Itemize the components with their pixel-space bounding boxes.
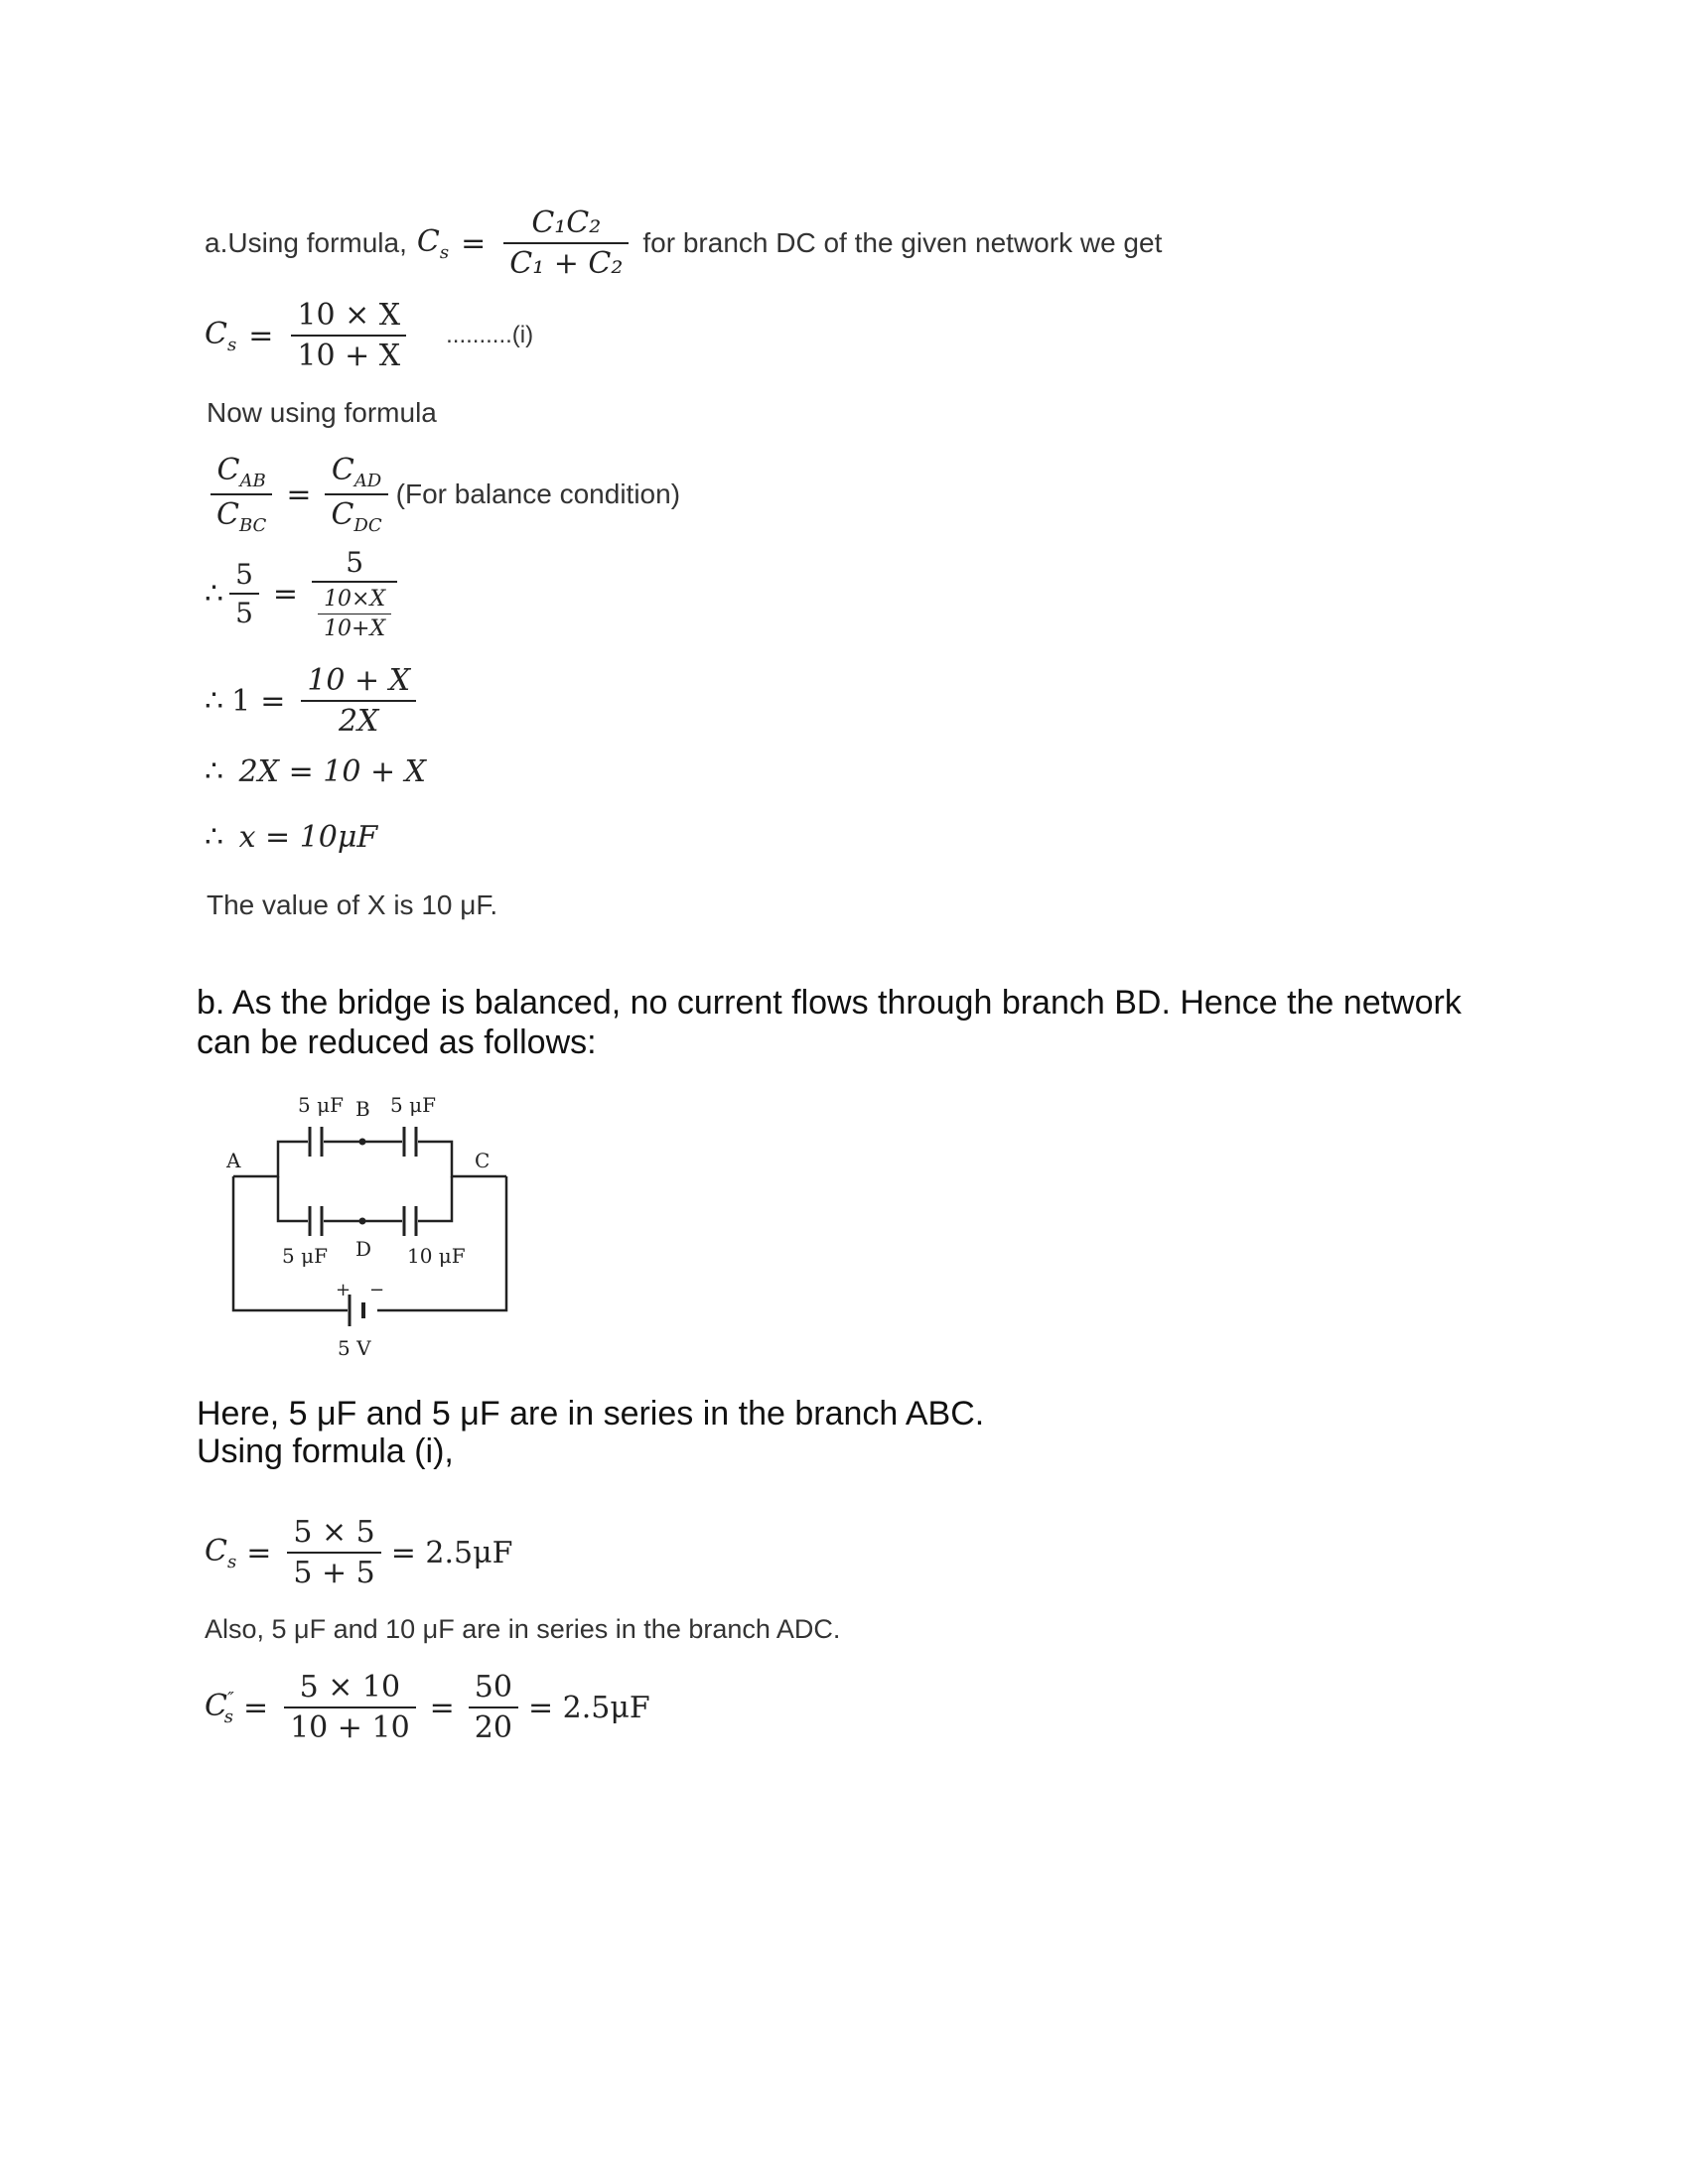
balance-right-num: $C_{AD}$	[325, 453, 387, 495]
step1-inner-den: 10+X	[324, 616, 386, 641]
eq1-denominator: 10 + X	[297, 339, 401, 373]
cs-symbol-eq1: $C_s$	[205, 316, 237, 355]
eq1-fraction	[291, 298, 406, 373]
label-a: A	[226, 1149, 241, 1172]
step-3	[205, 754, 426, 789]
balance-left-den: $C_{BC}$	[216, 497, 267, 536]
label-cap-dc: 10 μF	[407, 1244, 466, 1268]
result-text: The value of X is 10 μF.	[207, 889, 498, 920]
equals-sign: =	[461, 225, 487, 261]
intro-suffix: for branch DC of the given network we get	[642, 227, 1163, 258]
step2-denominator: 2X	[338, 704, 379, 739]
step4-equation: x = 10μF	[238, 820, 378, 855]
therefore-symbol: ∴	[205, 754, 224, 789]
calc2-denominator-2: 20	[474, 1710, 512, 1745]
calc2-fraction-1	[284, 1670, 416, 1745]
formula-denominator: C₁ + C₂	[509, 246, 624, 281]
wire-a-bottom	[278, 1176, 308, 1221]
step1-right-fraction	[312, 546, 397, 641]
circuit-labels	[225, 1093, 490, 1360]
equals-sign: =	[260, 683, 286, 719]
wire-a-top	[233, 1142, 308, 1176]
calc-2	[205, 1660, 650, 1755]
calc1-lhs: $C_s$	[205, 1533, 237, 1572]
calc2-numerator-2: 50	[469, 1670, 518, 1708]
series-line-1: Here, 5 μF and 5 μF are in series in the branch ABC.	[197, 1395, 985, 1433]
therefore-symbol: ∴	[205, 576, 224, 612]
equals-sign: =	[286, 477, 312, 512]
step-2	[205, 655, 422, 747]
label-b: B	[355, 1097, 370, 1121]
eq1-tag: ..........(i)	[446, 322, 534, 348]
formula-numerator: C₁C₂	[503, 205, 629, 244]
label-c: C	[475, 1149, 491, 1172]
equals-sign: =	[248, 318, 274, 353]
calc1-fraction	[287, 1515, 380, 1590]
step1-inner-fraction	[318, 587, 391, 641]
capacitor-plates	[310, 1127, 416, 1326]
balance-left-num: $C_{AB}$	[211, 453, 272, 495]
wire-c-top	[418, 1142, 506, 1176]
series-line-2: Using formula (i),	[197, 1433, 454, 1470]
series-formula-fraction	[503, 205, 629, 281]
wire-c-bottom	[418, 1176, 452, 1221]
equals-sign: =	[272, 576, 299, 612]
also-line: Also, 5 μF and 10 μF are in series in the branch ADC.	[205, 1614, 841, 1644]
calc1-denominator: 5 + 5	[293, 1556, 375, 1590]
calc-1	[205, 1505, 512, 1600]
calc2-lhs: $C''_s$	[205, 1688, 234, 1727]
calc2-fraction-2	[469, 1670, 518, 1745]
calc2-numerator-1: 5 × 10	[284, 1670, 416, 1708]
part-b-line-1: b. As the bridge is balanced, no current flows through branch BD. Hence the network	[197, 984, 1462, 1022]
step1-left-den: 5	[235, 597, 253, 629]
label-cap-ad: 5 μF	[282, 1244, 328, 1268]
equals-sign: =	[246, 1535, 272, 1570]
label-cap-bc: 5 μF	[390, 1093, 436, 1117]
label-plus: +	[336, 1280, 352, 1300]
calc2-result: = 2.5μF	[527, 1690, 650, 1725]
step1-inner-num: 10×X	[318, 587, 391, 614]
intro-formula-line	[205, 199, 1162, 288]
step1-right-den	[312, 583, 397, 641]
label-minus: −	[369, 1280, 385, 1300]
balance-right-den: $C_{DC}$	[331, 497, 382, 536]
eq1-numerator: 10 × X	[291, 298, 406, 337]
step2-numerator: 10 + X	[301, 663, 416, 702]
node-b-dot	[359, 1139, 366, 1146]
balance-left-fraction	[211, 453, 272, 536]
step1-right-num: 5	[312, 546, 397, 583]
step2-lhs: 1	[231, 683, 251, 719]
calc1-result: = 2.5μF	[390, 1535, 513, 1570]
label-battery: 5 V	[338, 1336, 371, 1360]
step1-left-fraction	[229, 558, 259, 629]
equation-i	[205, 290, 533, 381]
step2-fraction	[301, 663, 416, 739]
therefore-symbol: ∴	[205, 683, 224, 719]
node-d-dot	[359, 1218, 366, 1225]
step3-equation: 2X = 10 + X	[238, 754, 426, 789]
therefore-symbol: ∴	[205, 820, 224, 855]
step-1	[205, 544, 403, 643]
equals-sign: =	[242, 1690, 269, 1725]
balance-equation	[205, 447, 680, 542]
cs-symbol: $C_s$	[416, 223, 450, 263]
step1-left-num: 5	[229, 558, 259, 595]
now-using-text: Now using formula	[207, 397, 437, 428]
calc2-denominator-1: 10 + 10	[290, 1710, 410, 1745]
balance-note: (For balance condition)	[395, 478, 681, 509]
balance-right-fraction	[325, 453, 387, 536]
equals-sign: =	[429, 1690, 455, 1725]
step-4	[205, 820, 377, 855]
part-b-line-2: can be reduced as follows:	[197, 1024, 597, 1061]
intro-prefix: a.Using formula,	[205, 227, 407, 258]
label-cap-ab: 5 μF	[298, 1093, 344, 1117]
label-d: D	[355, 1237, 372, 1261]
calc1-numerator: 5 × 5	[287, 1515, 380, 1554]
circuit-diagram	[218, 1082, 536, 1370]
